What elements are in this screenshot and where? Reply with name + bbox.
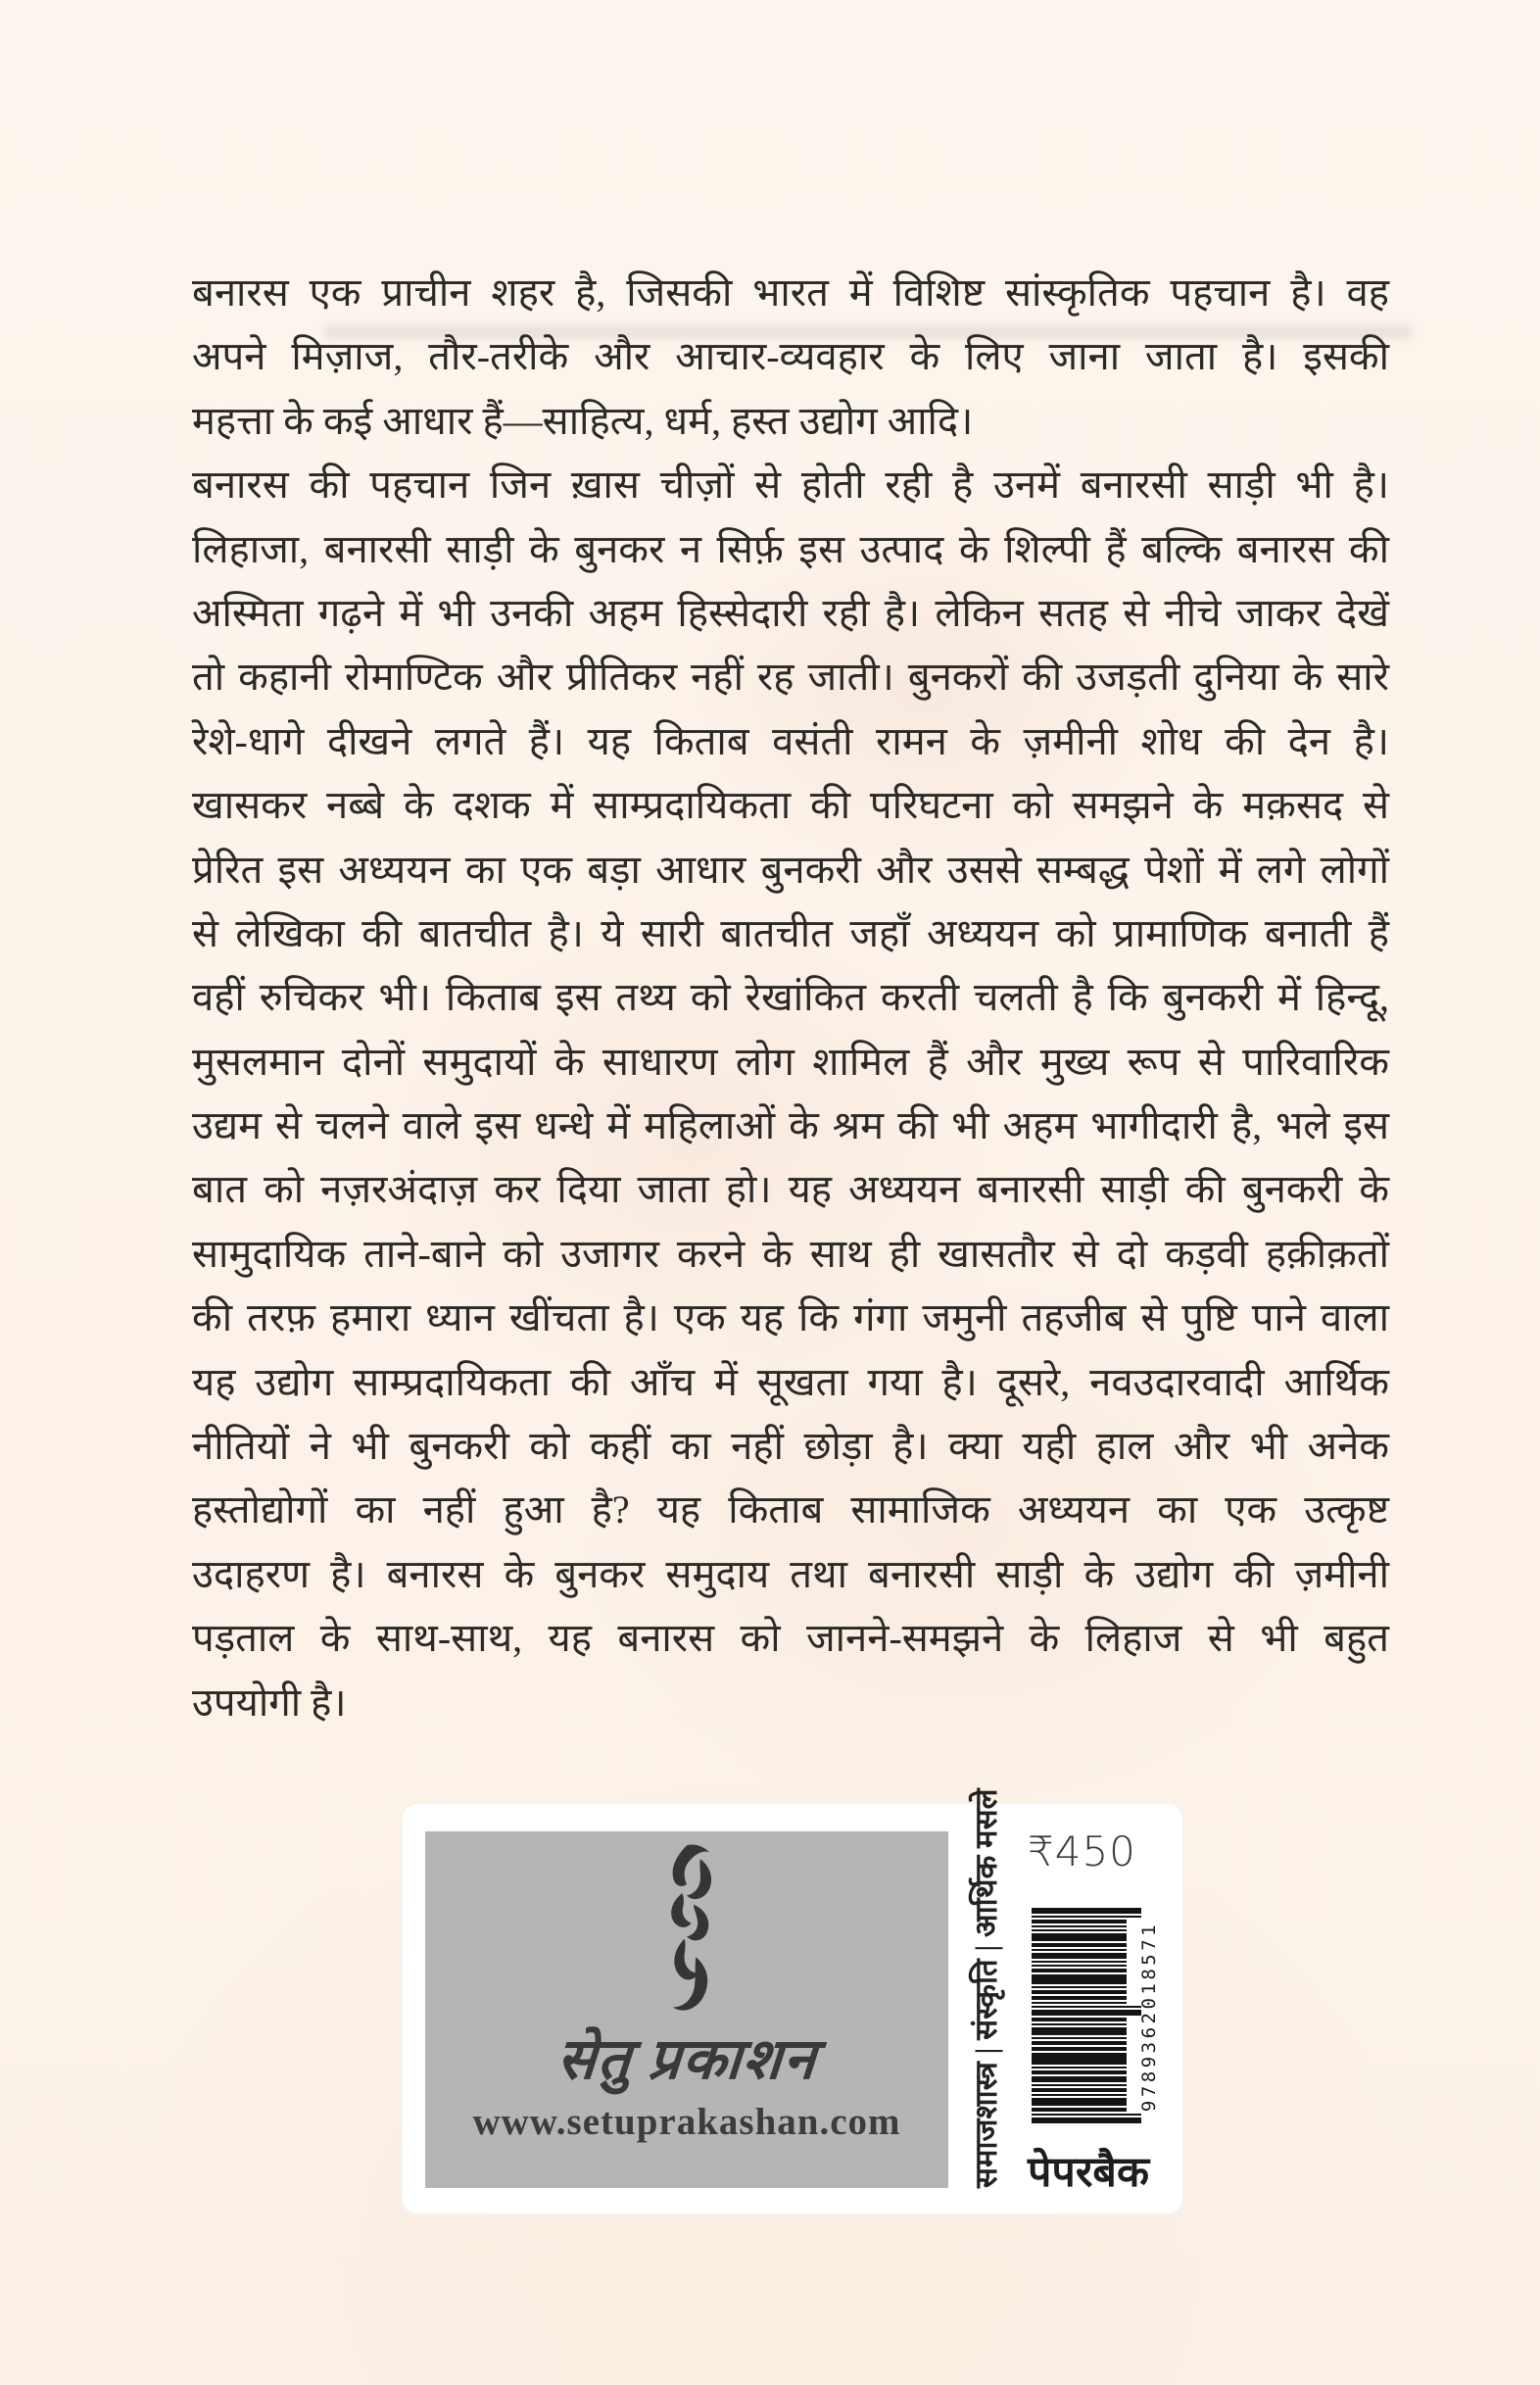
barcode-bar bbox=[1032, 2002, 1127, 2004]
synopsis-line: बात को नज़रअंदाज़ कर दिया जाता हो। यह अध्ययन बनारसी साड़ी की बुनकरी के bbox=[192, 1167, 1389, 1212]
barcode-bar bbox=[1032, 1920, 1127, 1923]
barcode-bar bbox=[1032, 2037, 1127, 2039]
synopsis-line: लिहाजा, बनारसी साड़ी के बुनकर न सिर्फ़ इस उत्पाद के शिल्पी हैं बल्कि बनारस की bbox=[192, 526, 1389, 571]
publisher-logo-panel bbox=[425, 1831, 948, 2188]
genre-categories-vertical-text: समाजशास्त्र | संस्कृति | आर्थिक मसले bbox=[969, 1788, 1003, 2188]
barcode-bar bbox=[1032, 1933, 1127, 1941]
synopsis-line: महत्ता के कई आधार हैं—साहित्य, धर्म, हस्त उद्योग आदि। bbox=[192, 398, 974, 443]
synopsis-line: अपने मिज़ाज, तौर-तरीके और आचार-व्यवहार के लिए जाना जाता है। इसकी bbox=[192, 334, 1389, 379]
publisher-label-block bbox=[402, 1788, 1183, 2215]
barcode-bar bbox=[1032, 1990, 1127, 1994]
barcode-bar bbox=[1032, 1916, 1141, 1918]
barcode-bar bbox=[1032, 2114, 1141, 2116]
barcode-bar bbox=[1032, 2006, 1141, 2008]
synopsis-line: तो कहानी रोमाण्टिक और प्रीतिकर नहीं रह जाती। बुनकरों की उजड़ती दुनिया के सारे bbox=[192, 655, 1389, 700]
synopsis-line: की तरफ़ हमारा ध्यान खींचता है। एक यह कि गंगा जमुनी तहजीब से पुष्टि पाने वाला bbox=[192, 1295, 1389, 1340]
barcode-bar bbox=[1032, 1949, 1127, 1951]
synopsis-line: यह उद्योग साम्प्रदायिकता की आँच में सूखता गया है। दूसरे, नवउदारवादी आर्थिक bbox=[192, 1359, 1389, 1404]
format-paperback-label: पेपरबैक bbox=[1027, 2150, 1149, 2196]
synopsis-line: उपयोगी है। bbox=[192, 1679, 347, 1725]
synopsis-line: वहीं रुचिकर भी। किताब इस तथ्य को रेखांकित करती चलती है कि बुनकरी में हिन्दू, bbox=[192, 975, 1389, 1020]
barcode-bar bbox=[1032, 2041, 1127, 2045]
barcode-bar bbox=[1032, 2047, 1127, 2051]
barcode-bar bbox=[1032, 1929, 1127, 1931]
barcode-bar bbox=[1032, 1943, 1127, 1947]
barcode-bar bbox=[1032, 2088, 1127, 2092]
barcode-bar bbox=[1032, 1986, 1127, 1988]
barcode-bar bbox=[1032, 1965, 1127, 1967]
synopsis-line: प्रेरित इस अध्ययन का एक बड़ा आधार बुनकरी और उससे सम्बद्ध पेशों में लगे लोगों bbox=[192, 847, 1389, 892]
barcode-bar bbox=[1032, 1974, 1127, 1984]
synopsis-line: हस्तोद्योगों का नहीं हुआ है? यह किताब सामाजिक अध्ययन का एक उत्कृष्ट bbox=[192, 1487, 1389, 1533]
barcode-bar bbox=[1032, 1961, 1127, 1963]
synopsis-text-block bbox=[192, 261, 1389, 1734]
barcode-bar bbox=[1032, 2010, 1141, 2016]
barcode-bar bbox=[1032, 1969, 1127, 1972]
synopsis-line: बनारस एक प्राचीन शहर है, जिसकी भारत में विशिष्ट सांस्कृतिक पहचान है। वह bbox=[192, 270, 1389, 315]
barcode-bar bbox=[1032, 1996, 1127, 2000]
barcode-bar bbox=[1032, 2053, 1127, 2065]
barcode-bar bbox=[1032, 1953, 1127, 1959]
synopsis-line: मुसलमान दोनों समुदायों के साधारण लोग शामिल हैं और मुख्य रूप से पारिवारिक bbox=[192, 1039, 1389, 1084]
barcode-bar bbox=[1032, 2098, 1127, 2106]
synopsis-line: बनारस की पहचान जिन ख़ास चीज़ों से होती रही है उनमें बनारसी साड़ी भी है। bbox=[192, 462, 1389, 508]
synopsis-line: पड़ताल के साथ-साथ, यह बनारस को जानने-समझने के लिहाज से भी बहुत bbox=[192, 1616, 1389, 1661]
synopsis-line: नीतियों ने भी बुनकरी को कहीं का नहीं छोड़ा है। क्या यही हाल और भी अनेक bbox=[192, 1424, 1389, 1469]
setu-logo-mark-icon bbox=[652, 1843, 721, 2025]
barcode-bar bbox=[1032, 2018, 1127, 2021]
barcode-bar bbox=[1032, 2094, 1127, 2096]
synopsis-line: खासकर नब्बे के दशक में साम्प्रदायिकता की परिघटना को समझने के मक़सद से bbox=[192, 783, 1389, 828]
barcode-bar bbox=[1032, 2117, 1141, 2123]
synopsis-line: उदाहरण है। बनारस के बुनकर समुदाय तथा बनारसी साड़ी के उद्योग की ज़मीनी bbox=[192, 1551, 1389, 1596]
synopsis-line: उद्यम से चलने वाले इस धन्धे में महिलाओं के श्रम की भी अहम भागीदारी है, भले इस bbox=[192, 1103, 1389, 1148]
barcode-bar bbox=[1032, 2027, 1127, 2035]
barcode-bar bbox=[1032, 2070, 1127, 2074]
barcode-bar bbox=[1032, 2067, 1127, 2069]
publisher-website: www.setuprakashan.com bbox=[472, 2101, 901, 2143]
barcode-bar bbox=[1032, 1908, 1141, 1914]
isbn-number: 9789362018571 bbox=[1138, 1921, 1160, 2113]
barcode-bar bbox=[1032, 1925, 1127, 1927]
synopsis-line: अस्मिता गढ़ने में भी उनकी अहम हिस्सेदारी रही है। लेकिन सतह से नीचे जाकर देखें bbox=[192, 590, 1389, 635]
barcode-bar bbox=[1032, 2076, 1127, 2082]
barcode-bar bbox=[1032, 2023, 1127, 2025]
synopsis-line: रेशे-धागे दीखने लगते हैं। यह किताब वसंती रामन के ज़मीनी शोध की देन है। bbox=[192, 718, 1389, 763]
barcode-bar bbox=[1032, 2108, 1127, 2112]
synopsis-line: सामुदायिक ताने-बाने को उजागर करने के साथ ही खासतौर से दो कड़वी हक़ीक़तों bbox=[192, 1231, 1389, 1276]
publisher-name: सेतु प्रकाशन bbox=[554, 2027, 819, 2091]
synopsis-line: से लेखिका की बातचीत है। ये सारी बातचीत जहाँ अध्ययन को प्रामाणिक बनाती हैं bbox=[192, 910, 1389, 955]
price-tag: ₹450 bbox=[1028, 1827, 1136, 1875]
barcode-bar bbox=[1032, 2084, 1127, 2086]
